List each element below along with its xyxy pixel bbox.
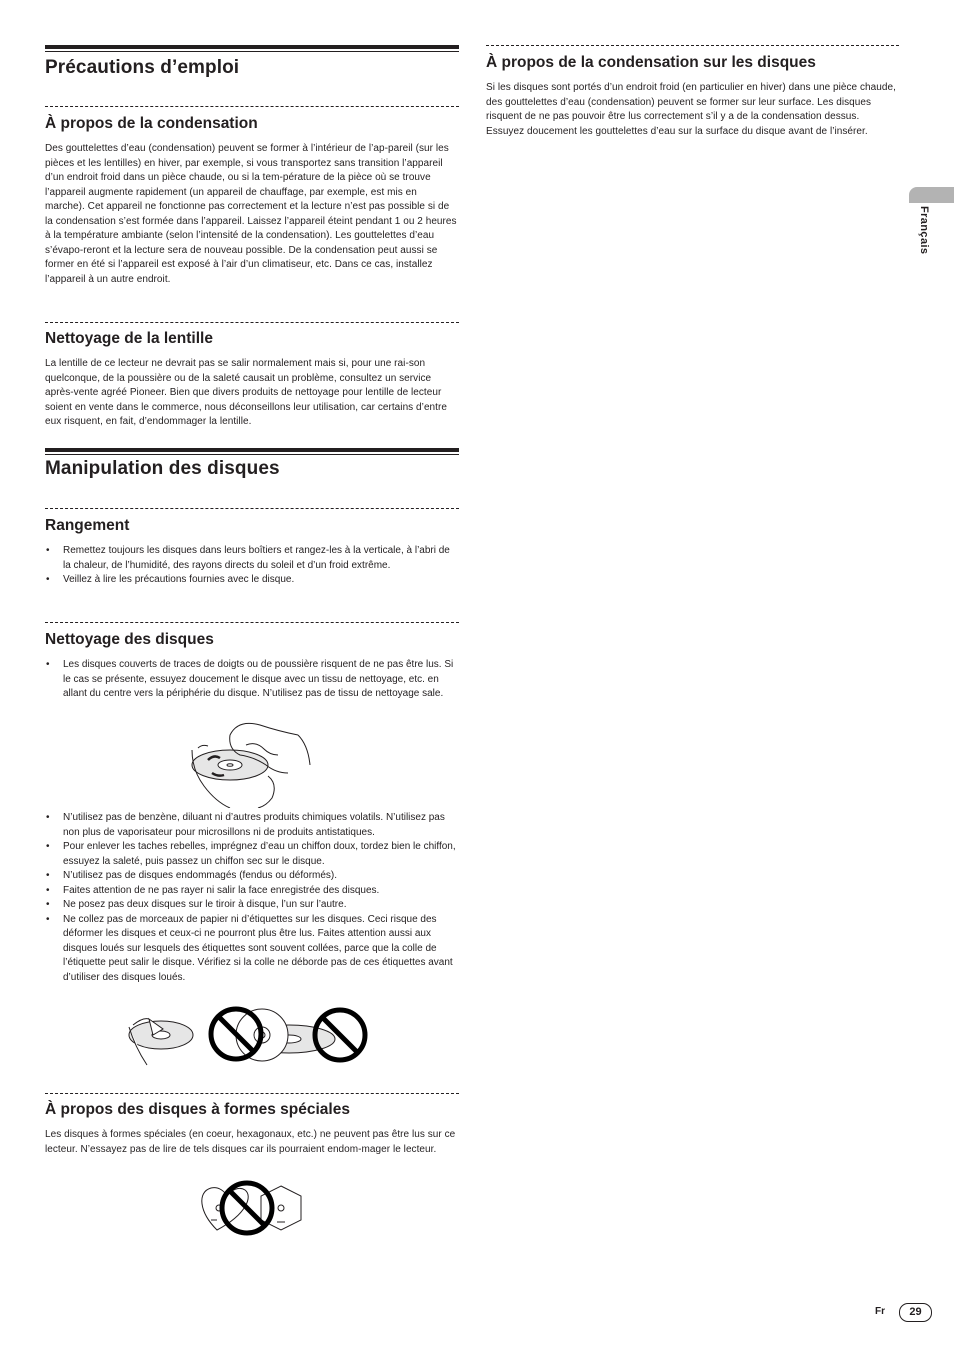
subsection-rule — [45, 622, 459, 623]
section-rule — [45, 45, 459, 52]
cleaning-list-2 — [45, 811, 459, 985]
storage-list — [45, 544, 459, 588]
heading-disc-cleaning: Nettoyage des disques — [45, 631, 214, 648]
heading-disc-condensation: À propos de la condensation sur les disques — [486, 54, 816, 71]
cleaning-list-1 — [45, 658, 459, 702]
special-shape-disc-illustration — [197, 1180, 307, 1238]
heading-special-discs: À propos des disques à formes spéciales — [45, 1101, 350, 1118]
section-title-handling: Manipulation des disques — [45, 458, 280, 479]
disc-wiping-illustration — [190, 720, 315, 808]
list-item: • Les disques couverts de traces de doigts ou de poussière risquent de ne pas être lus. Si le cas se présente, essuyez doucement le disque avec un tissu de nettoyage, etc. en allant du centre vers la périphérie du disque. N’utilisez pas de tissu de nettoyage sale. — [45, 658, 459, 702]
list-item: • Veillez à lire les précautions fournies avec le disque. — [45, 573, 459, 588]
subsection-rule — [45, 1093, 459, 1094]
language-side-tab — [909, 187, 954, 203]
language-side-label: Français — [918, 206, 930, 255]
heading-condensation: À propos de la condensation — [45, 115, 258, 132]
list-item: • N’utilisez pas de disques endommagés (fendus ou déformés). — [45, 869, 459, 884]
list-item: • Ne collez pas de morceaux de papier ni d’étiquettes sur les disques. Ceci risque des déformer les disques et ceux-ci ne pourront plus être lus. Faites attention aussi aux disques loués sur lesquels des étiquettes sont souvent collées, parce que la colle de l’étiquette peut salir le disque. Vérifiez si la colle ne déborde pas de ces étiquettes avant d’utiliser des disques loués. — [45, 913, 459, 986]
list-item: • N’utilisez pas de benzène, diluant ni d’autres produits chimiques volatils. N’utilisez pas non plus de vaporisateur pour microsillons ni de produits antistatiques. — [45, 811, 459, 840]
list-item: • Ne posez pas deux disques sur le tiroir à disque, l’un sur l’autre. — [45, 898, 459, 913]
footer-language-code: Fr — [875, 1306, 885, 1317]
list-item: • Pour enlever les taches rebelles, imprégnez d’eau un chiffon doux, tordez bien le chiffon, essuyez la saleté, puis passez un chiffon sec sur le disque. — [45, 840, 459, 869]
list-item: • Faites attention de ne pas rayer ni salir la face enregistrée des disques. — [45, 884, 459, 899]
subsection-rule — [45, 106, 459, 107]
text-condensation: Des gouttelettes d’eau (condensation) peuvent se former à l’intérieur de l’ap-pareil (sur les pièces et les lentilles) en hiver, par exemple, si vous transportez sans transition l’appareil d’un endroit froid dans un pièce chaude, ou si la tem-pérature de la pièce où se trouve l’appareil augmente rapidement (un appareil de chauffage, par exemple, est mis en marche). Cet appareil ne fonctionne pas correctement et la lecture n’est pas possible si de la condensation s’est formée dans l’appareil. Laissez l’appareil éteint pendant 1 ou 2 heures à la température ambiante (selon l’intensité de la condensation). Les gouttelettes d’eau s’évapo-reront et la lecture sera de nouveau possible. De la condensation peut aussi se former en été si l’appareil est exposé à l’air d’un climatiseur, etc. Dans ce cas, installez l’appareil à un autre endroit. — [45, 143, 457, 285]
section-rule — [45, 448, 459, 455]
prohibited-disc-illustrations — [127, 1005, 377, 1067]
text-lens-cleaning: La lentille de ce lecteur ne devrait pas se salir normalement mais si, pour une rai-son quelconque, de la poussière ou de la saleté causait un problème, consultez un service après-vente agréé Pioneer. Bien que divers produits de nettoyage pour lentille de lecteur soient en vente dans le commerce, nous déconseillons leur utilisation, car certains d’entre eux risquent, en fait, d’endommager la lentille. — [45, 358, 447, 427]
list-item: • Remettez toujours les disques dans leurs boîtiers et rangez-les à la verticale, à l’abri de la chaleur, de l’humidité, des rayons directs du soleil et d’un froid extrême. — [45, 544, 459, 573]
text-disc-condensation: Si les disques sont portés d’un endroit froid (en particulier en hiver) dans une pièce chaude, des gouttelettes d’eau (condensation) peuvent se former sur leur surface. Les disques risquent de ne pas pouvoir être lus correctement s’il y a de la condensation dessus. Essuyez doucement les gouttelettes d’eau sur la surface du disque avant de l’insérer. — [486, 82, 896, 137]
text-special-discs: Les disques à formes spéciales (en coeur, hexagonaux, etc.) ne peuvent pas être lus sur ce lecteur. N’essayez pas de lire de tels disques car ils pourraient endom-mager le lecteur. — [45, 1129, 456, 1155]
heading-storage: Rangement — [45, 517, 130, 534]
subsection-rule — [486, 45, 899, 46]
heading-lens-cleaning: Nettoyage de la lentille — [45, 330, 213, 347]
subsection-rule — [45, 322, 459, 323]
section-title-precautions: Précautions d’emploi — [45, 57, 240, 78]
subsection-rule — [45, 508, 459, 509]
page-number: 29 — [899, 1303, 932, 1322]
